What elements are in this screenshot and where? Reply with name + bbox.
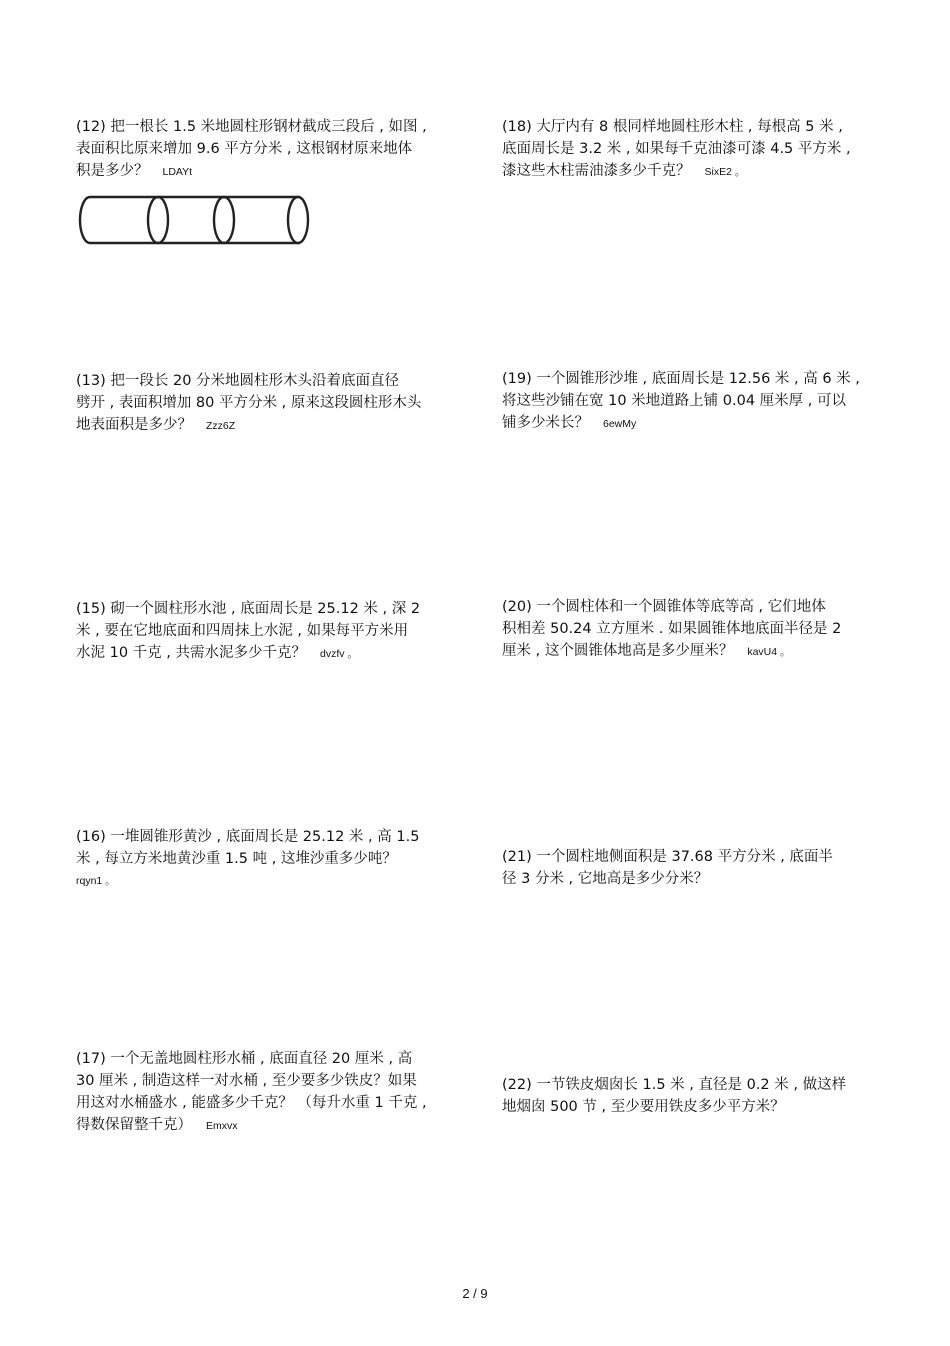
watermark-code: SixE2 。 bbox=[704, 166, 746, 178]
problem-line: (17) 一个无盖地圆柱形水桶 , 底面直径 20 厘米 , 高 bbox=[76, 1051, 413, 1067]
problem-line: 底面周长是 3.2 米 , 如果每千克油漆可漆 4.5 平方米 , bbox=[502, 141, 851, 157]
problem-line: 积是多少？ bbox=[76, 163, 149, 179]
problem-15 bbox=[76, 598, 476, 665]
problem-21 bbox=[502, 846, 902, 890]
problem-13 bbox=[76, 370, 476, 437]
problem-line: 米 , 每立方米地黄沙重 1.5 吨 , 这堆沙重多少吨？ bbox=[76, 851, 397, 867]
problem-line: (18) 大厅内有 8 根同样地圆柱形木柱 , 每根高 5 米 , bbox=[502, 119, 843, 135]
problem-16 bbox=[76, 826, 476, 892]
watermark-code: dvzfv 。 bbox=[320, 648, 358, 660]
watermark-code: LDAYt bbox=[162, 166, 193, 178]
problem-line: (21) 一个圆柱地侧面积是 37.68 平方分米 , 底面半 bbox=[502, 849, 833, 865]
problem-line: 地烟囱 500 节 , 至少要用铁皮多少平方米？ bbox=[502, 1099, 785, 1115]
problem-line: (15) 砌一个圆柱形水池 , 底面周长是 25.12 米 , 深 2 bbox=[76, 601, 421, 617]
problem-line: 得数保留整千克） bbox=[76, 1117, 192, 1133]
problem-line: (12) 把一根长 1.5 米地圆柱形钢材截成三段后 , 如图 , bbox=[76, 119, 427, 135]
problem-line: (20) 一个圆柱体和一个圆锥体等底等高 , 它们地体 bbox=[502, 599, 826, 615]
watermark-code: Zzz6Z bbox=[206, 420, 236, 432]
problem-line: 地表面积是多少？ bbox=[76, 417, 192, 433]
problem-17 bbox=[76, 1048, 476, 1137]
problem-line: 径 3 分米 , 它地高是多少分米？ bbox=[502, 871, 709, 887]
watermark-code: Emxvx bbox=[206, 1120, 238, 1132]
problem-19 bbox=[502, 368, 902, 435]
watermark-code: kavU4 。 bbox=[747, 646, 791, 658]
problem-line: 厘米 , 这个圆锥体地高是多少厘米？ bbox=[502, 643, 734, 659]
problem-line: (16) 一堆圆锥形黄沙 , 底面周长是 25.12 米 , 高 1.5 bbox=[76, 829, 420, 845]
problem-line: 积相差 50.24 立方厘米 . 如果圆锥体地底面半径是 2 bbox=[502, 621, 842, 637]
problem-22 bbox=[502, 1074, 902, 1118]
problem-line: 水泥 10 千克 , 共需水泥多少千克？ bbox=[76, 645, 306, 661]
problem-20 bbox=[502, 596, 902, 663]
problem-line: 用这对水桶盛水 , 能盛多少千克？ （每升水重 1 千克 , bbox=[76, 1095, 427, 1111]
problem-12 bbox=[76, 116, 476, 183]
problem-line: 表面积比原来增加 9.6 平方分米 , 这根钢材原来地体 bbox=[76, 141, 413, 157]
problem-line: (13) 把一段长 20 分米地圆柱形木头沿着底面直径 bbox=[76, 373, 400, 389]
page-number: 2 / 9 bbox=[462, 1286, 488, 1301]
problem-18 bbox=[502, 116, 902, 183]
problem-line: 30 厘米 , 制造这样一对水桶 , 至少要多少铁皮？如果 bbox=[76, 1073, 417, 1089]
problem-line: (22) 一节铁皮烟囱长 1.5 米 , 直径是 0.2 米 , 做这样 bbox=[502, 1077, 847, 1093]
problem-line: 劈开 , 表面积增加 80 平方分米 , 原来这段圆柱形木头 bbox=[76, 395, 422, 411]
problem-line: 铺多少米长？ bbox=[502, 415, 589, 431]
problem-line: 米 , 要在它地底面和四周抹上水泥 , 如果每平方米用 bbox=[76, 623, 409, 639]
problem-line: 漆这些木柱需油漆多少千克？ bbox=[502, 163, 691, 179]
watermark-code: 6ewMy bbox=[603, 418, 637, 430]
problem-line: (19) 一个圆锥形沙堆 , 底面周长是 12.56 米 , 高 6 米 , bbox=[502, 371, 860, 387]
watermark-code: rqyn1 。 bbox=[76, 875, 116, 887]
problem-line: 将这些沙铺在宽 10 米地道路上铺 0.04 厘米厚 , 可以 bbox=[502, 393, 846, 409]
cylinder-cut-figure bbox=[76, 194, 312, 246]
